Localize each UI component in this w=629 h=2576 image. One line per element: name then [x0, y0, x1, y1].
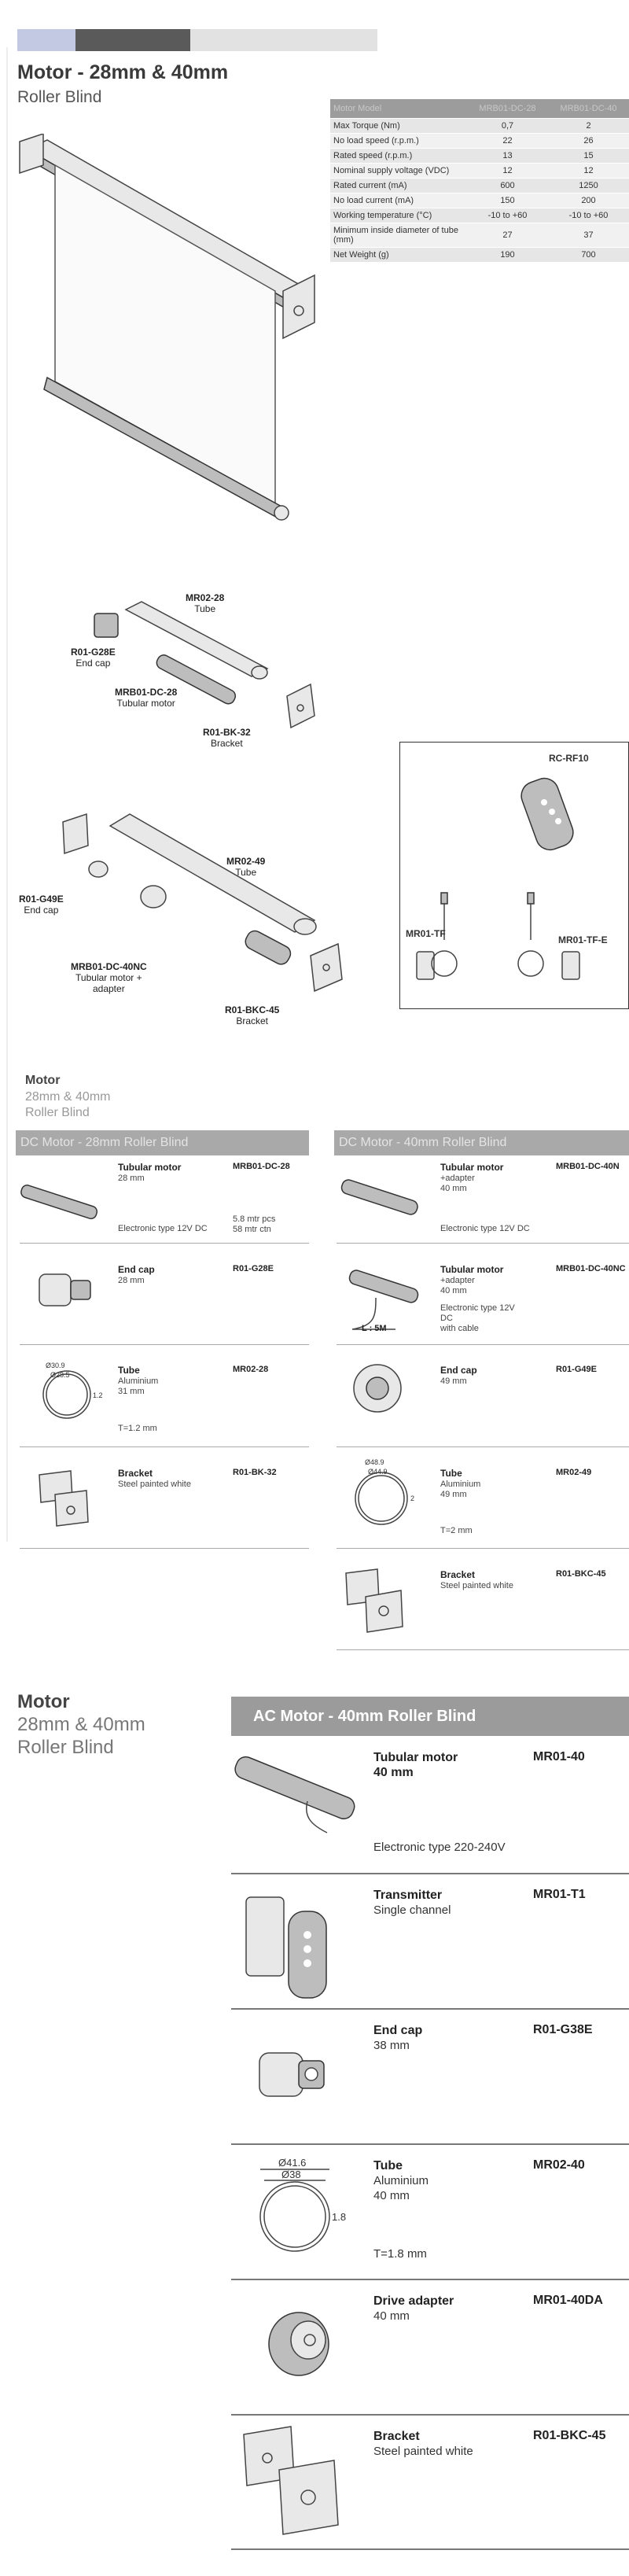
roller-blind-illustration — [16, 134, 322, 543]
transmitter-image — [240, 1888, 350, 2006]
tube-dim-inner: Ø38 — [281, 2169, 301, 2180]
product-name: Tube — [440, 1468, 462, 1479]
product-name: Tubular motor — [118, 1162, 182, 1173]
tube-dim-outer: Ø41.6 — [278, 2157, 307, 2169]
product-code: MR01-T1 — [533, 1888, 586, 1901]
dc28-endcap-image — [31, 1266, 102, 1314]
product-code: R01-G28E — [233, 1264, 274, 1273]
spec-value: 600 — [467, 179, 548, 193]
spec-col-dc28: MRB01-DC-28 — [467, 99, 548, 119]
dc28-bar: DC Motor - 28mm Roller Blind — [16, 1130, 309, 1155]
product-sub: Aluminium — [118, 1376, 159, 1386]
product-name: Bracket — [118, 1468, 153, 1479]
product-name: Drive adapter — [373, 2294, 454, 2308]
row-divider — [20, 1446, 309, 1447]
product-sub: 31 mm — [118, 1387, 145, 1396]
spec-col-model: Motor Model — [330, 99, 467, 119]
spec-label: Minimum inside diameter of tube (mm) — [330, 223, 467, 248]
spec-value: 26 — [548, 134, 629, 149]
tube-dim-wall: 1.8 — [332, 2211, 347, 2223]
product-sub: 40 mm — [373, 2309, 410, 2323]
spec-value: 190 — [467, 248, 548, 263]
product-note: Electronic type 12V DC — [440, 1224, 530, 1233]
product-note: T=1.8 mm — [373, 2247, 427, 2261]
table-row — [330, 193, 629, 208]
product-code: R01-G49E — [556, 1365, 597, 1374]
ac-bracket-image — [236, 2423, 354, 2541]
product-name: End cap — [440, 1365, 477, 1376]
page-edge-line — [6, 47, 8, 1542]
product-code: MR02-28 — [233, 1365, 269, 1374]
header-bar-grey — [190, 29, 377, 51]
tube-dim-wall: 1.2 — [93, 1391, 103, 1399]
tube-dim-outer: Ø48.9 — [365, 1458, 384, 1466]
spec-col-dc40: MRB01-DC-40 — [548, 99, 629, 119]
table-row — [330, 164, 629, 179]
product-code: MR02-40 — [533, 2158, 585, 2172]
spec-value: 2 — [548, 119, 629, 134]
product-name: Tube — [118, 1365, 140, 1376]
page-subtitle: Roller Blind — [17, 88, 102, 106]
spec-label: Working temperature (°C) — [330, 208, 467, 223]
spec-value: 15 — [548, 149, 629, 164]
product-note: T=1.2 mm — [118, 1424, 157, 1433]
tube-dim-inner: Ø28.5 — [50, 1371, 70, 1379]
product-name: End cap — [118, 1264, 155, 1275]
product-name: Tube — [373, 2159, 403, 2172]
table-row — [330, 208, 629, 223]
product-code: MR01-40 — [533, 1750, 585, 1763]
ac-bar: AC Motor - 40mm Roller Blind — [231, 1697, 629, 1736]
spec-value: 700 — [548, 248, 629, 263]
product-name: End cap — [373, 2024, 423, 2037]
product-sub: 40 mm — [373, 2189, 410, 2202]
dc28-bracket-image — [31, 1467, 102, 1530]
table-row — [330, 134, 629, 149]
row-divider — [20, 1243, 309, 1244]
dc40-endcap-image — [346, 1357, 417, 1420]
row-divider — [231, 2008, 629, 2010]
table-row — [330, 149, 629, 164]
dc40-motor-image — [337, 1172, 431, 1227]
row-divider — [337, 1344, 629, 1345]
spec-value: 13 — [467, 149, 548, 164]
table-row — [330, 179, 629, 193]
table-row — [330, 248, 629, 263]
mrb01-dc-40nc-label: MRB01-DC-40NC Tubular motor + adapter — [71, 961, 147, 994]
r01-bk-32-label: R01-BK-32 Bracket — [203, 727, 251, 749]
row-divider — [337, 1649, 629, 1650]
product-note: DC — [440, 1314, 453, 1323]
product-sub: 40 mm — [440, 1184, 467, 1193]
ac-section-subtitle: 28mm & 40mm Roller Blind — [17, 1714, 145, 1758]
tube-dim-outer: Ø30.9 — [46, 1362, 65, 1369]
spec-label: Rated speed (r.p.m.) — [330, 149, 467, 164]
product-note: Electronic type 12V DC — [118, 1224, 208, 1233]
spec-value: 12 — [548, 164, 629, 179]
mr02-49-label: MR02-49 Tube — [226, 856, 266, 878]
product-sub: Steel painted white — [373, 2445, 473, 2458]
table-row — [330, 119, 629, 134]
header-bar-light — [17, 29, 75, 51]
spec-value: 37 — [548, 223, 629, 248]
remote-illustration — [409, 763, 621, 999]
product-code: MRB01-DC-28 — [233, 1162, 290, 1171]
product-sub: +adapter — [440, 1174, 475, 1183]
product-code: R01-G38E — [533, 2023, 593, 2036]
header-bar-dark — [75, 29, 190, 51]
mr01-tf-e-label: MR01-TF-E — [558, 934, 608, 945]
tube-dim-wall: 2 — [410, 1494, 415, 1502]
product-name: Transmitter — [373, 1889, 443, 1902]
drive-adapter-image — [259, 2301, 346, 2387]
row-divider — [231, 2279, 629, 2280]
product-sub: 49 mm — [440, 1376, 467, 1386]
spec-label: Net Weight (g) — [330, 248, 467, 263]
mr01-tf-label: MR01-TF — [406, 928, 446, 939]
spec-value: 12 — [467, 164, 548, 179]
product-sub: 38 mm — [373, 2039, 410, 2052]
ac-section-title: Motor — [17, 1691, 70, 1712]
product-code: R01-BK-32 — [233, 1468, 277, 1477]
row-divider — [231, 2414, 629, 2416]
product-note: Electronic type 220-240V — [373, 1841, 506, 1854]
spec-value: 200 — [548, 193, 629, 208]
product-code: R01-BKC-45 — [556, 1569, 606, 1579]
spec-table — [330, 99, 629, 263]
product-code: MR01-40DA — [533, 2294, 603, 2307]
product-note: 58 mtr ctn — [233, 1225, 271, 1234]
row-divider — [337, 1548, 629, 1549]
ac-endcap-image — [252, 2041, 338, 2120]
product-sub: 40 mm — [440, 1286, 467, 1295]
tube-dim-inner: Ø44.9 — [368, 1468, 388, 1476]
r01-bkc-45-label: R01-BKC-45 Bracket — [225, 1004, 280, 1026]
spec-value: 150 — [467, 193, 548, 208]
ac-tube-image — [244, 2154, 362, 2264]
rc-rf10-label: RC-RF10 — [549, 753, 589, 764]
spec-label: Rated current (mA) — [330, 179, 467, 193]
product-note: Electronic type 12V — [440, 1303, 515, 1313]
product-sub: 28 mm — [118, 1174, 145, 1183]
product-name: Tubular motor — [373, 1751, 458, 1764]
product-name: Tubular motor — [440, 1264, 504, 1275]
spec-value: -10 to +60 — [467, 208, 548, 223]
row-divider — [231, 1873, 629, 1874]
dc28-tube-image — [31, 1357, 110, 1428]
product-sub: Steel painted white — [118, 1480, 191, 1489]
dc40-bracket-image — [338, 1565, 417, 1636]
spec-label: Max Torque (Nm) — [330, 119, 467, 134]
product-code: MR02-49 — [556, 1468, 592, 1477]
dc-section-title: Motor — [25, 1074, 61, 1087]
product-sub: +adapter — [440, 1276, 475, 1285]
product-code: R01-BKC-45 — [533, 2429, 606, 2442]
product-note: with cable — [440, 1324, 479, 1333]
product-name: Bracket — [440, 1569, 476, 1580]
product-sub: Aluminium — [373, 2174, 429, 2187]
dc40-bar: DC Motor - 40mm Roller Blind — [334, 1130, 629, 1155]
r01-g49e-label: R01-G49E End cap — [19, 894, 64, 916]
product-code: MRB01-DC-40NC — [556, 1264, 626, 1273]
row-divider — [20, 1344, 309, 1345]
row-divider — [231, 2548, 629, 2550]
product-note: T=2 mm — [440, 1526, 473, 1535]
cable-length: L : 5M — [362, 1324, 387, 1333]
row-divider — [337, 1243, 629, 1244]
product-sub: 28 mm — [118, 1276, 145, 1285]
spec-value: 0,7 — [467, 119, 548, 134]
spec-value: 27 — [467, 223, 548, 248]
ac-motor-image — [233, 1746, 359, 1841]
spec-label: Nominal supply voltage (VDC) — [330, 164, 467, 179]
dc40-tube-image — [346, 1455, 425, 1534]
spec-value: 1250 — [548, 179, 629, 193]
row-divider — [20, 1548, 309, 1549]
product-sub: 49 mm — [440, 1490, 467, 1499]
product-sub: 40 mm — [373, 1766, 414, 1779]
page-title: Motor - 28mm & 40mm — [17, 61, 229, 83]
spec-label: No load speed (r.p.m.) — [330, 134, 467, 149]
product-name: Tubular motor — [440, 1162, 504, 1173]
dc28-motor-image — [20, 1176, 106, 1231]
product-note: 5.8 mtr pcs — [233, 1214, 276, 1224]
product-name: Bracket — [373, 2430, 420, 2443]
mr02-28-label: MR02-28 Tube — [186, 592, 225, 614]
table-row — [330, 223, 629, 248]
product-sub: Single channel — [373, 1903, 451, 1917]
product-code: MRB01-DC-40N — [556, 1162, 620, 1171]
r01-g28e-label: R01-G28E End cap — [71, 647, 116, 669]
spec-value: -10 to +60 — [548, 208, 629, 223]
dc-section-subtitle: 28mm & 40mm Roller Blind — [25, 1090, 111, 1119]
row-divider — [337, 1446, 629, 1447]
product-sub: Steel painted white — [440, 1581, 513, 1590]
spec-label: No load current (mA) — [330, 193, 467, 208]
mrb01-dc-28-label: MRB01-DC-28 Tubular motor — [115, 687, 178, 709]
spec-table-header — [330, 99, 629, 119]
row-divider — [231, 2143, 629, 2145]
spec-value: 22 — [467, 134, 548, 149]
product-sub: Aluminium — [440, 1480, 481, 1489]
